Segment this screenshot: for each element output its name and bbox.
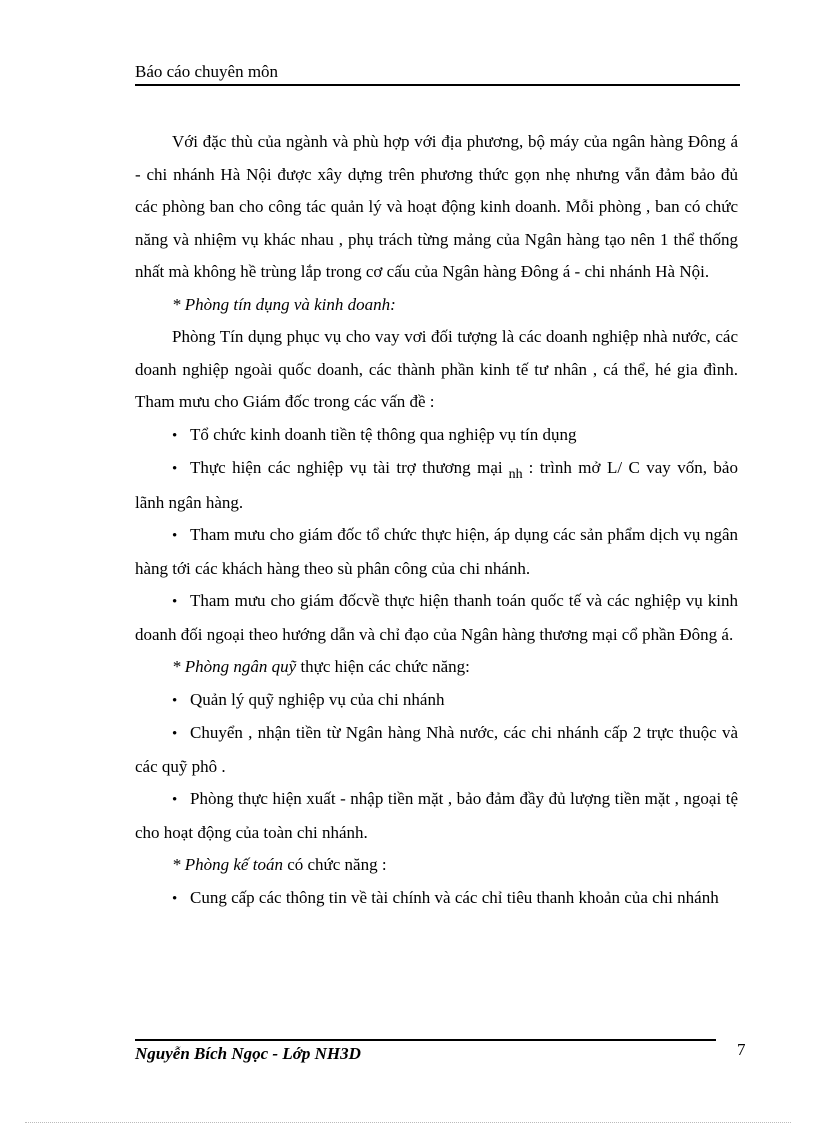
bullet-text: Tham mưu cho giám đốc tổ chức thực hiện, áp dụng các sản phẩm dịch vụ ngân hàng tới các khách hàng theo sù phân công của chi nhánh. bbox=[135, 525, 738, 578]
section-heading-treasury bbox=[135, 651, 738, 684]
bullet-icon: • bbox=[172, 726, 178, 742]
bullet-text: : trình mở L/ C vay vốn, bảo lãnh ngân hàng. bbox=[135, 458, 738, 512]
bullet-icon: • bbox=[172, 890, 178, 907]
section-heading-accounting-italic: * Phòng kế toán bbox=[172, 855, 283, 874]
bullet-text: Tổ chức kinh doanh tiền tệ thông qua nghiệp vụ tín dụng bbox=[190, 424, 577, 444]
bullet-item bbox=[135, 419, 738, 453]
bullet-text: Chuyển , nhận tiền từ Ngân hàng Nhà nước, các chi nhánh cấp 2 trực thuộc và các quỹ phô . bbox=[135, 723, 738, 776]
bullet-item bbox=[135, 783, 738, 849]
section-heading-accounting-rest: có chức năng : bbox=[282, 855, 387, 874]
document-body bbox=[135, 126, 738, 915]
header-divider bbox=[135, 84, 740, 86]
bullet-item bbox=[135, 519, 738, 585]
page-number: 7 bbox=[737, 1040, 746, 1059]
bullet-icon: • bbox=[172, 528, 178, 544]
paragraph-credit: Phòng Tín dụng phục vụ cho vay vơi đối tượng là các doanh nghiệp nhà nước, các doanh nghiệp ngoài quốc doanh, các thành phần kinh tế tư nhân , cá thể, hé gia đình. Tham mưu cho Giám đốc trong các vấn đề : bbox=[135, 327, 738, 411]
section-heading-treasury-italic: * Phòng ngân quỹ bbox=[172, 657, 297, 676]
bullet-item bbox=[135, 585, 738, 651]
bullet-text: Quản lý quỹ nghiệp vụ của chi nhánh bbox=[190, 689, 445, 709]
bullet-icon: • bbox=[172, 427, 178, 444]
page-header-title: Báo cáo chuyên môn bbox=[135, 62, 279, 81]
section-heading-treasury-rest: thực hiện các chức năng: bbox=[296, 657, 470, 676]
bullet-item bbox=[135, 452, 738, 519]
bullet-icon: • bbox=[172, 461, 178, 477]
footer-author: Nguyễn Bích Ngọc - Lớp NH3D bbox=[135, 1044, 361, 1063]
bullet-item bbox=[135, 717, 738, 783]
bullet-item bbox=[135, 684, 738, 718]
subscript-text: nh bbox=[508, 467, 523, 482]
bullet-icon: • bbox=[172, 692, 178, 709]
bullet-text: Phòng thực hiện xuất - nhập tiền mặt , bảo đảm đầy đủ lượng tiền mặt , ngoại tệ cho hoạt động của toàn chi nhánh. bbox=[135, 789, 738, 842]
paragraph-intro: Với đặc thù của ngành và phù hợp với địa phương, bộ máy của ngân hàng Đông á - chi nhánh Hà Nội được xây dựng trên phương thức gọn nhẹ nhưng vẫn đảm bảo đủ các phòng ban cho công tác quản lý và hoạt động kinh doanh. Mỗi phòng , ban có chức năng và nhiệm vụ khác nhau , phụ trách từng mảng của Ngân hàng tạo nên 1 thể thống nhất mà không hề trùng lắp trong cơ cấu của Ngân hàng Đông á - chi nhánh Hà Nội. bbox=[135, 132, 738, 281]
bullet-icon: • bbox=[172, 792, 178, 808]
bullet-text: Cung cấp các thông tin về tài chính và các chỉ tiêu thanh khoản của chi nhánh bbox=[190, 887, 719, 907]
bullet-item bbox=[135, 882, 738, 916]
footer-divider bbox=[135, 1039, 716, 1041]
bullet-text: Thực hiện các nghiệp vụ tài trợ thương mại bbox=[190, 458, 503, 477]
bullet-icon: • bbox=[172, 594, 178, 610]
bullet-text: Tham mưu cho giám đốcvề thực hiện thanh toán quốc tế và các nghiệp vụ kinh doanh đối ngoại theo hướng dẫn và chỉ đạo của Ngân hàng thương mại cổ phần Đông á. bbox=[135, 591, 738, 644]
section-heading-credit bbox=[135, 289, 738, 322]
section-heading-accounting bbox=[135, 849, 738, 882]
section-heading-credit-text: * Phòng tín dụng và kinh doanh: bbox=[172, 294, 396, 314]
